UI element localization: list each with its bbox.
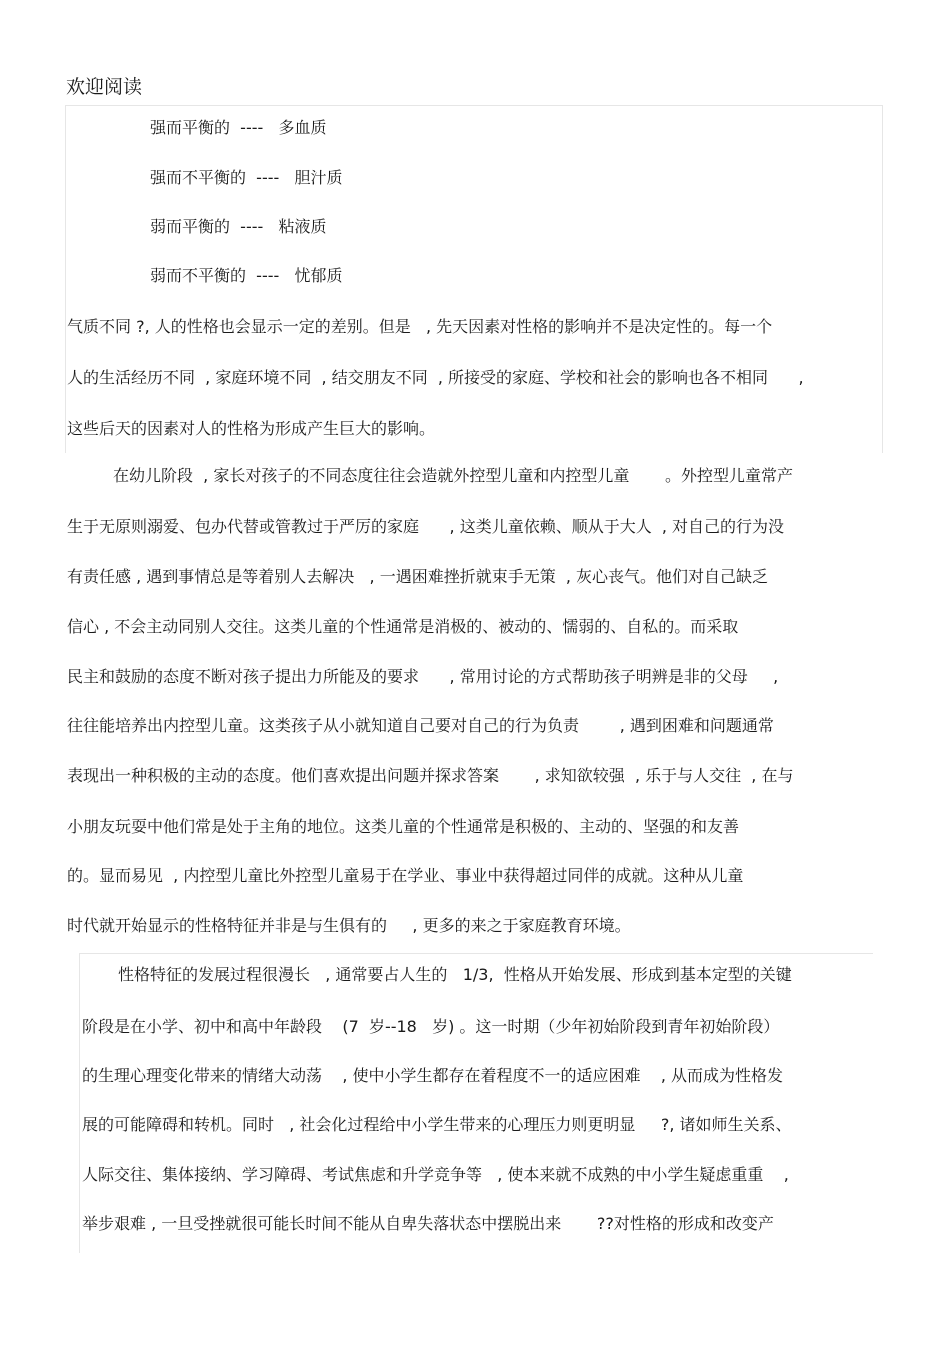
paragraph-line: 气质不同 ?, 人的性格也会显示一定的差别。但是 , 先天因素对性格的影响并不是决定性的。每一个 — [67, 317, 773, 336]
paragraph-line: 举步艰难 , 一旦受挫就很可能长时间不能从自卑失落状态中摆脱出来 ??对性格的形成和改变产 — [82, 1214, 774, 1233]
paragraph-line: 展的可能障碍和转机。同时 , 社会化过程给中小学生带来的心理压力则更明显 ?, 诸如师生关系、 — [82, 1115, 792, 1134]
paragraph-line: 在幼儿阶段 , 家长对孩子的不同态度往往会造就外控型儿童和内控型儿童 。外控型儿童常产 — [113, 466, 793, 485]
paragraph-line: 小朋友玩耍中他们常是处于主角的地位。这类儿童的个性通常是积极的、主动的、坚强的和友善 — [67, 817, 740, 836]
temperament-item: 弱而平衡的 ---- 粘液质 — [150, 217, 327, 236]
paragraph-line: 的。显而易见 , 内控型儿童比外控型儿童易于在学业、事业中获得超过同伴的成就。这种从儿童 — [67, 866, 744, 885]
paragraph-line: 的生理心理变化带来的情绪大动荡 , 使中小学生都存在着程度不一的适应困难 , 从而成为性格发 — [82, 1066, 784, 1085]
paragraph-line: 人的生活经历不同 , 家庭环境不同 , 结交朋友不同 , 所接受的家庭、学校和社会的影响也各不相同 , — [67, 368, 804, 387]
page-header-title: 欢迎阅读 — [66, 76, 143, 98]
paragraph-line: 信心 , 不会主动同别人交往。这类儿童的个性通常是消极的、被动的、懦弱的、自私的。而采取 — [67, 617, 739, 636]
paragraph-line: 性格特征的发展过程很漫长 , 通常要占人生的 1/3, 性格从开始发展、形成到基本定型的关键 — [118, 965, 792, 984]
paragraph-line: 这些后天的因素对人的性格为形成产生巨大的影响。 — [67, 419, 436, 438]
temperament-item: 弱而不平衡的 ---- 忧郁质 — [150, 266, 343, 285]
paragraph-line: 有责任感 , 遇到事情总是等着别人去解决 , 一遇困难挫折就束手无策 , 灰心丧气。他们对自己缺乏 — [67, 567, 769, 586]
paragraph-line: 表现出一种积极的主动的态度。他们喜欢提出问题并探求答案 , 求知欲较强 , 乐于与人交往 , 在与 — [67, 766, 794, 785]
temperament-item: 强而平衡的 ---- 多血质 — [150, 118, 327, 137]
paragraph-line: 往往能培养出内控型儿童。这类孩子从小就知道自己要对自己的行为负责 , 遇到困难和问题通常 — [67, 716, 774, 735]
paragraph-line: 人际交往、集体接纳、学习障碍、考试焦虑和升学竞争等 , 使本来就不成熟的中小学生疑虑重重 , — [82, 1165, 789, 1184]
section-box-development — [79, 953, 873, 1253]
paragraph-line: 生于无原则溺爱、包办代替或管教过于严厉的家庭 , 这类儿童依赖、顺从于大人 , 对自己的行为没 — [67, 517, 785, 536]
paragraph-line: 民主和鼓励的态度不断对孩子提出力所能及的要求 , 常用讨论的方式帮助孩子明辨是非的父母 , — [67, 667, 779, 686]
paragraph-line: 阶段是在小学、初中和高中年龄段 (7 岁--18 岁) 。这一时期（少年初始阶段到青年初始阶段） — [82, 1017, 780, 1036]
temperament-item: 强而不平衡的 ---- 胆汁质 — [150, 168, 343, 187]
paragraph-line: 时代就开始显示的性格特征并非是与生俱有的 , 更多的来之于家庭教育环境。 — [67, 916, 631, 935]
